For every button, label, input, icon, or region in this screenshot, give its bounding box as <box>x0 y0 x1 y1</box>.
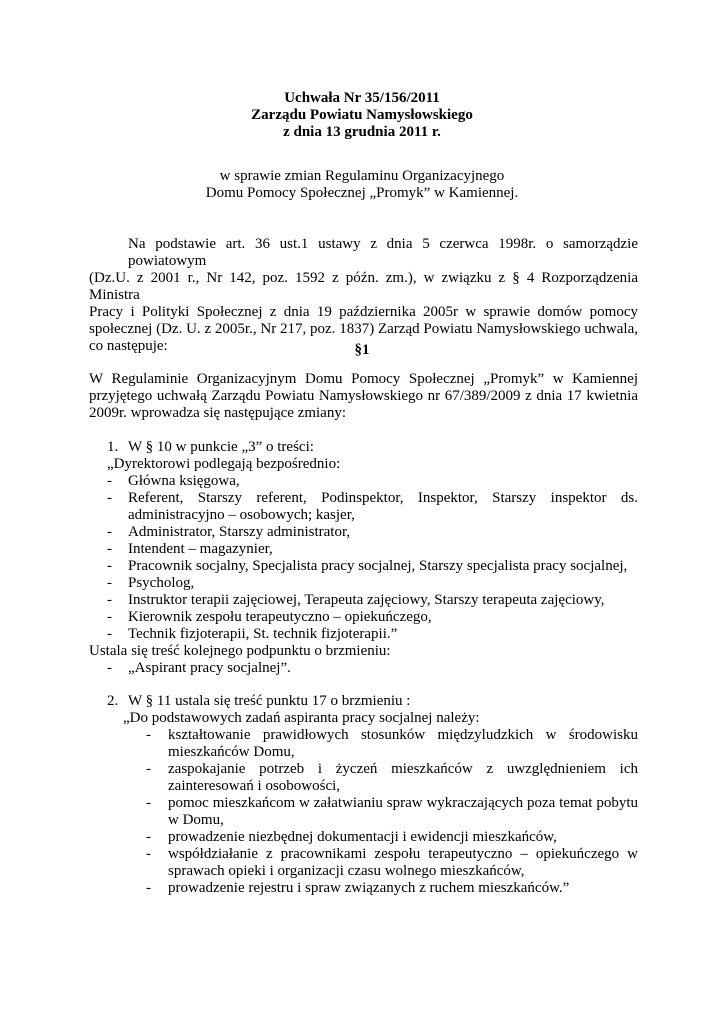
list-item: Technik fizjoterapii, St. technik fizjoterapii.” <box>128 626 398 642</box>
item1-heading: W § 10 w punkcie „3” o treści: <box>128 439 314 455</box>
item2-number: 2. <box>107 693 119 709</box>
list-item: Kierownik zespołu terapeutyczno – opiekuńczego, <box>128 609 432 625</box>
document-title <box>0 90 724 141</box>
intro-line: 2009r. wprowadza się następujące zmiany: <box>89 405 346 421</box>
list-item: pomoc mieszkańcom w załatwianiu spraw wykraczających poza temat pobytu <box>168 795 638 811</box>
preamble-line: społecznej (Dz. U. z 2005r., Nr 217, poz. 1837) Zarząd Powiatu Namysłowskiego uchwala, <box>89 321 638 337</box>
intro-line: W Regulaminie Organizacyjnym Domu Pomocy Społecznej „Promyk” w Kamiennej <box>89 371 638 387</box>
title-line-3: z dnia 13 grudnia 2011 r. <box>283 124 441 140</box>
list-dash: - <box>107 524 112 540</box>
list-item-continuation: sprawach opieki i organizacji czasu wolnego mieszkańców, <box>168 863 525 879</box>
preamble-line: (Dz.U. z 2001 r., Nr 142, poz. 1592 z późn. zm.), w związku z § 4 Rozporządzenia Ministra <box>89 270 638 303</box>
item1-number: 1. <box>107 439 119 455</box>
list-item-continuation: w Domu, <box>168 812 224 828</box>
list-dash: - <box>107 660 112 676</box>
list-dash: - <box>107 575 112 591</box>
subject-line-1: w sprawie zmian Regulaminu Organizacyjnego <box>219 168 505 184</box>
item2-heading: W § 11 ustala się treść punktu 17 o brzmieniu : <box>128 693 411 709</box>
list-item: Główna księgowa, <box>128 473 240 489</box>
list-dash: - <box>107 558 112 574</box>
list-item: Instruktor terapii zajęciowej, Terapeuta zajęciowy, Starszy terapeuta zajęciowy, <box>128 592 605 608</box>
list-item: prowadzenie niezbędnej dokumentacji i ewidencji mieszkańców, <box>168 829 557 845</box>
list-dash: - <box>146 795 151 811</box>
list-item: Administrator, Starszy administrator, <box>128 524 351 540</box>
list-item: zaspokajanie potrzeb i życzeń mieszkańców z uwzględnieniem ich <box>168 761 638 777</box>
list-item: Intendent – magazynier, <box>128 541 273 557</box>
list-item: kształtowanie prawidłowych stosunków międzyludzkich w środowisku <box>168 727 638 743</box>
item2-quote-open: „Do podstawowych zadań aspiranta pracy socjalnej należy: <box>123 710 480 726</box>
list-dash: - <box>107 626 112 642</box>
list-dash: - <box>146 829 151 845</box>
list-item-continuation: administracyjno – osobowych; kasjer, <box>128 507 355 523</box>
preamble-line: co następuje: <box>89 338 168 354</box>
preamble-line: Pracy i Polityki Społecznej z dnia 19 października 2005r w sprawie domów pomocy <box>89 304 638 320</box>
list-item: Referent, Starszy referent, Podinspektor, Inspektor, Starszy inspektor ds. <box>128 490 638 506</box>
list-dash: - <box>107 592 112 608</box>
document-subject <box>0 168 724 202</box>
list-dash: - <box>107 609 112 625</box>
list-item: prowadzenie rejestru i spraw związanych z ruchem mieszkańców.” <box>168 880 570 896</box>
subject-line-2: Domu Pomocy Społecznej „Promyk” w Kamiennej. <box>205 185 519 201</box>
list-dash: - <box>146 761 151 777</box>
list-dash: - <box>107 473 112 489</box>
intro-line: przyjętego uchwałą Zarządu Powiatu Namysłowskiego nr 67/389/2009 z dnia 17 kwietnia <box>89 388 638 404</box>
list-item: Pracownik socjalny, Specjalista pracy socjalnej, Starszy specjalista pracy socjalnej, <box>128 558 628 574</box>
list-item-continuation: mieszkańców Domu, <box>168 744 295 760</box>
list-item: Psycholog, <box>128 575 195 591</box>
section-heading: §1 <box>354 342 370 358</box>
title-line-2: Zarządu Powiatu Namysłowskiego <box>251 107 473 123</box>
item1-added-subpoint: „Aspirant pracy socjalnej”. <box>128 660 291 676</box>
list-item: współdziałanie z pracownikami zespołu terapeutyczno – opiekuńczego w <box>168 846 638 862</box>
preamble-line: Na podstawie art. 36 ust.1 ustawy z dnia 5 czerwca 1998r. o samorządzie powiatowym <box>128 236 638 269</box>
preamble-paragraph <box>89 236 638 355</box>
list-dash: - <box>107 541 112 557</box>
list-dash: - <box>146 846 151 862</box>
list-dash: - <box>107 490 112 506</box>
item1-quote-open: „Dyrektorowi podlegają bezpośrednio: <box>107 456 341 472</box>
intro-paragraph <box>89 371 638 422</box>
item1-added-intro: Ustala się treść kolejnego podpunktu o brzmieniu: <box>89 643 391 659</box>
title-line-1: Uchwała Nr 35/156/2011 <box>284 90 440 106</box>
list-dash: - <box>146 727 151 743</box>
list-item-continuation: zainteresowań i osobowości, <box>168 778 341 794</box>
list-dash: - <box>146 880 151 896</box>
